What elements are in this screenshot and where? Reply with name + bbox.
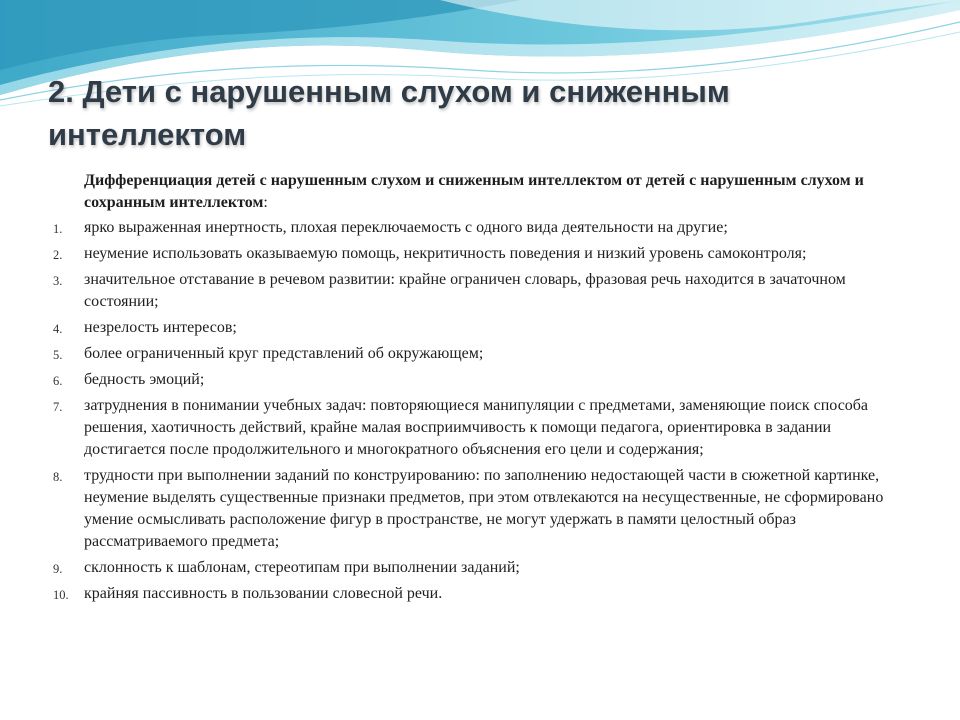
- list-item: [53, 217, 914, 239]
- list-item-number: 4.: [53, 322, 63, 336]
- list-item-number: 9.: [53, 562, 63, 576]
- list-item-number: 8.: [53, 470, 63, 484]
- criteria-list: [53, 217, 914, 605]
- list-item-number: 7.: [53, 400, 63, 414]
- list-item-text: значительное отставание в речевом развитии: крайне ограничен словарь, фразовая речь находится в зачаточном состоянии;: [84, 271, 846, 310]
- list-item-text: затруднения в понимании учебных задач: повторяющиеся манипуляции с предметами, заменяющие поиск способа решения, хаотичность действий, крайне малая восприимчивость к помощи педагога, ориентировка в задании достигается после продолжительного и многократного объяснения его цели и содержания;: [84, 397, 869, 458]
- list-item: [53, 243, 914, 265]
- list-item-text: бедность эмоций;: [84, 371, 205, 388]
- list-item-text: незрелость интересов;: [84, 319, 237, 336]
- list-item: [53, 583, 914, 605]
- list-item: [53, 369, 914, 391]
- list-item: [53, 465, 914, 553]
- intro-paragraph: [84, 170, 914, 214]
- slide-body: [53, 170, 914, 609]
- list-item: [53, 343, 914, 365]
- list-item-number: 6.: [53, 374, 63, 388]
- intro-bold-text: Дифференциация детей с нарушенным слухом и сниженным интеллектом от детей с нарушенным слухом и сохранным интеллектом: [84, 172, 864, 211]
- list-item: [53, 557, 914, 579]
- list-item-text: ярко выраженная инертность, плохая переключаемость с одного вида деятельности на другие;: [84, 219, 728, 236]
- list-item-text: крайняя пассивность в пользовании словесной речи.: [84, 585, 443, 602]
- slide-title: 2. Дети с нарушенным слухом и сниженным интеллектом: [48, 74, 730, 152]
- list-item: [53, 317, 914, 339]
- list-item-number: 3.: [53, 274, 63, 288]
- intro-colon: :: [263, 194, 268, 211]
- list-item-text: трудности при выполнении заданий по конструированию: по заполнению недостающей части в сюжетной картинке, неумение выделять существенные признаки предметов, при этом отвлекаются на несущественные, не сформировано умение осмысливать расположение фигур в пространстве, не могут удержать в памяти целостный образ рассматриваемого предмета;: [84, 467, 884, 550]
- list-item-text: более ограниченный круг представлений об окружающем;: [84, 345, 484, 362]
- list-item-number: 1.: [53, 222, 63, 236]
- list-item: [53, 269, 914, 313]
- list-item-text: неумение использовать оказываемую помощь, некритичность поведения и низкий уровень самоконтроля;: [84, 245, 807, 262]
- list-item-number: 10.: [53, 588, 69, 602]
- list-item-number: 2.: [53, 248, 63, 262]
- list-item-number: 5.: [53, 348, 63, 362]
- list-item-text: склонность к шаблонам, стереотипам при выполнении заданий;: [84, 559, 520, 576]
- list-item: [53, 395, 914, 461]
